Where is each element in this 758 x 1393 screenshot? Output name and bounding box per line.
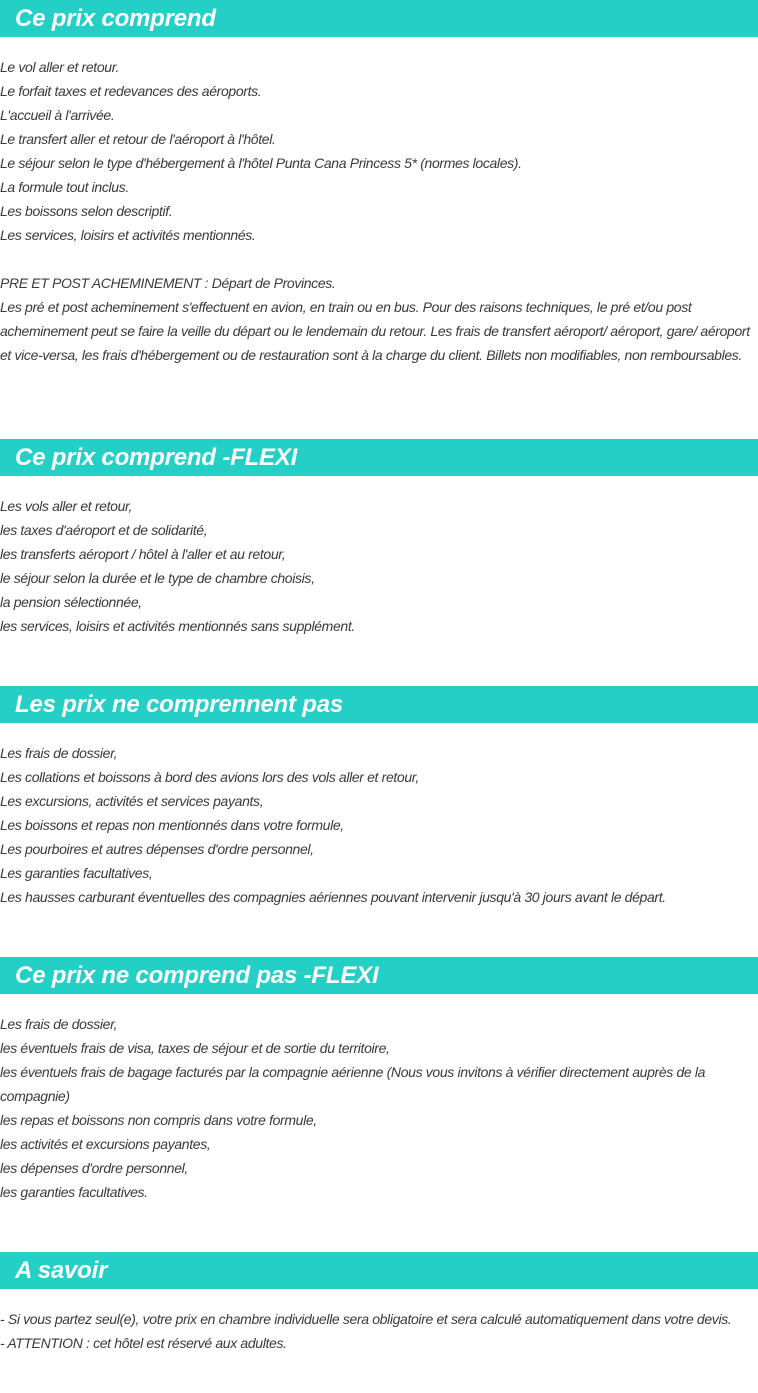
list-item: Les boissons et repas non mentionnés dans votre formule, bbox=[0, 817, 344, 833]
list-item: Le vol aller et retour. bbox=[0, 59, 120, 75]
list-item: le séjour selon la durée et le type de chambre choisis, bbox=[0, 570, 315, 586]
section-heading: A savoir bbox=[0, 1252, 758, 1289]
section-price-excludes-flexi bbox=[0, 957, 758, 1204]
list-item: L'accueil à l'arrivée. bbox=[0, 107, 115, 123]
list-item: Les collations et boissons à bord des avions lors des vols aller et retour, bbox=[0, 769, 419, 785]
list-item: - ATTENTION : cet hôtel est réservé aux adultes. bbox=[0, 1335, 287, 1351]
list-item: Les boissons selon descriptif. bbox=[0, 203, 173, 219]
section-body bbox=[0, 55, 758, 367]
section-body bbox=[0, 494, 758, 638]
list-item: les garanties facultatives. bbox=[0, 1184, 148, 1200]
list-item: Les pourboires et autres dépenses d'ordre personnel, bbox=[0, 841, 314, 857]
list-item: les éventuels frais de bagage facturés par la compagnie aérienne (Nous vous invitons à vérifier directement auprès de la compagnie) bbox=[0, 1064, 706, 1104]
section-body bbox=[0, 1307, 758, 1355]
section-body bbox=[0, 741, 758, 909]
list-item: Les hausses carburant éventuelles des compagnies aériennes pouvant intervenir jusqu'à 30 jours avant le départ. bbox=[0, 889, 666, 905]
list-item: - Si vous partez seul(e), votre prix en chambre individuelle sera obligatoire et sera calculé automatiquement dans votre devis. bbox=[0, 1311, 732, 1327]
list-item: les repas et boissons non compris dans votre formule, bbox=[0, 1112, 317, 1128]
list-item: Le séjour selon le type d'hébergement à l'hôtel Punta Cana Princess 5* (normes locales). bbox=[0, 155, 522, 171]
list-item: les dépenses d'ordre personnel, bbox=[0, 1160, 188, 1176]
list-item: les activités et excursions payantes, bbox=[0, 1136, 211, 1152]
section-body bbox=[0, 1012, 758, 1204]
section-price-includes-flexi bbox=[0, 439, 758, 638]
list-item: Les services, loisirs et activités mentionnés. bbox=[0, 227, 256, 243]
list-item: les transferts aéroport / hôtel à l'aller et au retour, bbox=[0, 546, 286, 562]
list-item: Les frais de dossier, bbox=[0, 745, 118, 761]
list-item: Les frais de dossier, bbox=[0, 1016, 118, 1032]
spacer bbox=[0, 247, 758, 271]
section-heading: Les prix ne comprennent pas bbox=[0, 686, 758, 723]
list-item: La formule tout inclus. bbox=[0, 179, 129, 195]
list-item: Les vols aller et retour, bbox=[0, 498, 133, 514]
pre-post-title: PRE ET POST ACHEMINEMENT : Départ de Provinces. bbox=[0, 275, 336, 291]
list-item: Le forfait taxes et redevances des aéroports. bbox=[0, 83, 262, 99]
list-item: Le transfert aller et retour de l'aéroport à l'hôtel. bbox=[0, 131, 276, 147]
pre-post-paragraph: Les pré et post acheminement s'effectuent en avion, en train ou en bus. Pour des raisons techniques, le pré et/ou post acheminement peut se faire la veille du départ ou le lendemain du retour. Les frais de transfert aéroport/ aéroport, gare/ aéroport et vice-versa, les frais d'hébergement ou de restauration sont à la charge du client. Billets non modifiables, non remboursables. bbox=[0, 299, 750, 363]
section-heading: Ce prix comprend bbox=[0, 0, 758, 37]
section-prices-exclude bbox=[0, 686, 758, 909]
list-item: Les excursions, activités et services payants, bbox=[0, 793, 264, 809]
section-heading: Ce prix ne comprend pas -FLEXI bbox=[0, 957, 758, 994]
list-item: les éventuels frais de visa, taxes de séjour et de sortie du territoire, bbox=[0, 1040, 390, 1056]
list-item: les taxes d'aéroport et de solidarité, bbox=[0, 522, 208, 538]
list-item: Les garanties facultatives, bbox=[0, 865, 153, 881]
list-item: les services, loisirs et activités mentionnés sans supplément. bbox=[0, 618, 355, 634]
section-price-includes bbox=[0, 0, 758, 367]
section-good-to-know bbox=[0, 1252, 758, 1355]
section-heading: Ce prix comprend -FLEXI bbox=[0, 439, 758, 476]
list-item: la pension sélectionnée, bbox=[0, 594, 142, 610]
